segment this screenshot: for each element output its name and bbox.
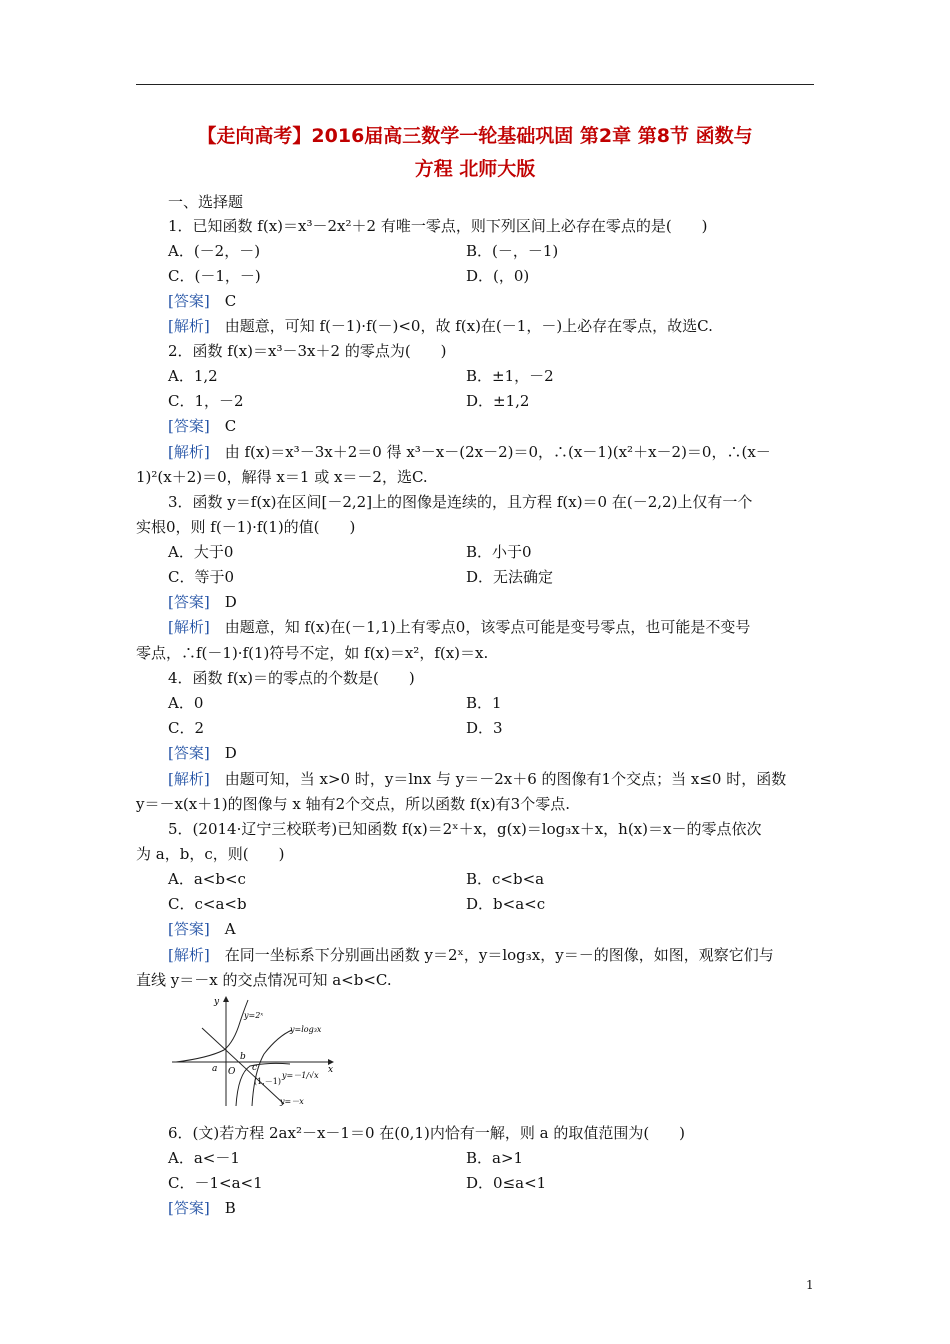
analysis-tag: [解析] — [168, 443, 210, 461]
x-axis-label: x — [328, 1065, 334, 1075]
q5-analysis: [解析] 在同一坐标系下分别画出函数 y＝2ˣ，y＝log₃x，y＝－的图像，如图，观察它们与 — [168, 946, 774, 964]
q2-option-d: D．±1,2 — [466, 392, 530, 410]
label-a: a — [212, 1064, 218, 1074]
q5-analysis-cont: 直线 y＝－x 的交点情况可知 a<b<C. — [136, 971, 392, 989]
q6-option-b: B．a>1 — [466, 1149, 524, 1167]
q2-answer: [答案] C — [168, 417, 237, 435]
q4-analysis: [解析] 由题可知，当 x>0 时，y＝lnx 与 y＝－2x＋6 的图像有1个交点；当 x≤0 时，函数 — [168, 770, 787, 788]
q1-option-d: D．(，0) — [466, 267, 530, 285]
q2-option-a: A．1,2 — [168, 367, 218, 385]
question-5-cont: 为 a，b，c，则( ) — [136, 845, 285, 863]
log-curve — [252, 1030, 292, 1106]
q4-option-c: C．2 — [168, 719, 205, 737]
neg-x-line-label: y=－x — [280, 1097, 304, 1106]
title-line-2: 方程 北师大版 — [414, 158, 536, 180]
answer-tag: [答案] — [168, 920, 210, 938]
answer-tag: [答案] — [168, 1199, 210, 1217]
answer-tag: [答案] — [168, 292, 210, 310]
q5-option-a: A．a<b<c — [168, 870, 246, 888]
question-3-cont: 实根0，则 f(－1)·f(1)的值( ) — [136, 518, 356, 536]
question-4: 4．函数 f(x)＝的零点的个数是( ) — [168, 669, 415, 687]
question-6: 6．(文)若方程 2ax²－x－1＝0 在(0,1)内恰有一解，则 a 的取值范围为( ) — [168, 1124, 686, 1142]
question-2: 2．函数 f(x)＝x³－3x＋2 的零点为( ) — [168, 342, 447, 360]
q3-analysis-cont: 零点，∴f(－1)·f(1)符号不定，如 f(x)＝x²，f(x)＝x. — [136, 644, 489, 662]
question-1: 1．已知函数 f(x)＝x³－2x²＋2 有唯一零点，则下列区间上必存在零点的是( ) — [168, 217, 708, 235]
analysis-tag: [解析] — [168, 946, 210, 964]
y-axis-label: y — [214, 997, 220, 1007]
label-b: b — [240, 1052, 246, 1062]
q3-option-d: D．无法确定 — [466, 568, 554, 586]
analysis-tag: [解析] — [168, 770, 210, 788]
q6-answer: [答案] B — [168, 1199, 236, 1217]
page-number: 1 — [806, 1278, 814, 1292]
label-c: c — [252, 1063, 258, 1073]
q5-option-d: D．b<a<c — [466, 895, 546, 913]
section-heading: 一、选择题 — [168, 193, 244, 211]
q3-option-a: A．大于0 — [168, 543, 234, 561]
question-3: 3．函数 y＝f(x)在区间[－2,2]上的图像是连续的，且方程 f(x)＝0 在(－2,2)上仅有一个 — [168, 493, 753, 511]
q3-option-c: C．等于0 — [168, 568, 235, 586]
function-graph-figure — [168, 992, 338, 1110]
q1-option-b: B．(－，－1) — [466, 242, 559, 260]
q3-analysis: [解析] 由题意，知 f(x)在(－1,1)上有零点0，该零点可能是变号零点，也可能是不变号 — [168, 618, 751, 636]
document-title — [136, 120, 814, 186]
header-rule — [136, 84, 814, 85]
answer-tag: [答案] — [168, 744, 210, 762]
q2-option-b: B．±1，－2 — [466, 367, 554, 385]
q5-option-c: C．c<a<b — [168, 895, 247, 913]
analysis-tag: [解析] — [168, 618, 210, 636]
q4-answer: [答案] D — [168, 744, 237, 762]
q4-option-a: A．0 — [168, 694, 204, 712]
q4-option-b: B．1 — [466, 694, 502, 712]
analysis-tag: [解析] — [168, 317, 210, 335]
q1-analysis: [解析] 由题意，可知 f(－1)·f(－)<0，故 f(x)在(－1，－)上必存在零点，故选C. — [168, 317, 713, 335]
exp-curve — [176, 1000, 248, 1062]
q1-answer: [答案] C — [168, 292, 237, 310]
answer-tag: [答案] — [168, 593, 210, 611]
question-5: 5．(2014·辽宁三校联考)已知函数 f(x)＝2ˣ＋x，g(x)＝log₃x＋x，h(x)＝x－的零点依次 — [168, 820, 762, 838]
q6-option-d: D．0≤a<1 — [466, 1174, 547, 1192]
rational-curve-label: y=－1/√x — [282, 1071, 319, 1080]
y-axis-arrow — [223, 996, 229, 1002]
title-line-1: 【走向高考】2016届高三数学一轮基础巩固 第2章 第8节 函数与 — [197, 125, 753, 147]
q2-option-c: C．1，－2 — [168, 392, 244, 410]
q2-analysis: [解析] 由 f(x)＝x³－3x＋2＝0 得 x³－x－(2x－2)＝0，∴(x－1)(x²＋x－2)＝0，∴(x－ — [168, 443, 771, 461]
log-curve-label: y=log₃x — [290, 1025, 322, 1034]
origin-label: O — [228, 1067, 236, 1077]
q1-option-a: A．(－2，－) — [168, 242, 261, 260]
exp-curve-label: y=2ˣ — [244, 1011, 264, 1020]
q5-answer: [答案] A — [168, 920, 236, 938]
q4-analysis-cont: y＝－x(x＋1)的图像与 x 轴有2个交点，所以函数 f(x)有3个零点. — [136, 795, 570, 813]
q4-option-d: D．3 — [466, 719, 503, 737]
q3-answer: [答案] D — [168, 593, 237, 611]
point-label: (1,－1) — [254, 1077, 281, 1086]
q1-option-c: C．(－1，－) — [168, 267, 261, 285]
q2-analysis-cont: 1)²(x＋2)＝0，解得 x＝1 或 x＝－2，选C. — [136, 468, 428, 486]
q3-option-b: B．小于0 — [466, 543, 532, 561]
q6-option-a: A．a<－1 — [168, 1149, 240, 1167]
answer-tag: [答案] — [168, 417, 210, 435]
q5-option-b: B．c<b<a — [466, 870, 545, 888]
q6-option-c: C．－1<a<1 — [168, 1174, 263, 1192]
